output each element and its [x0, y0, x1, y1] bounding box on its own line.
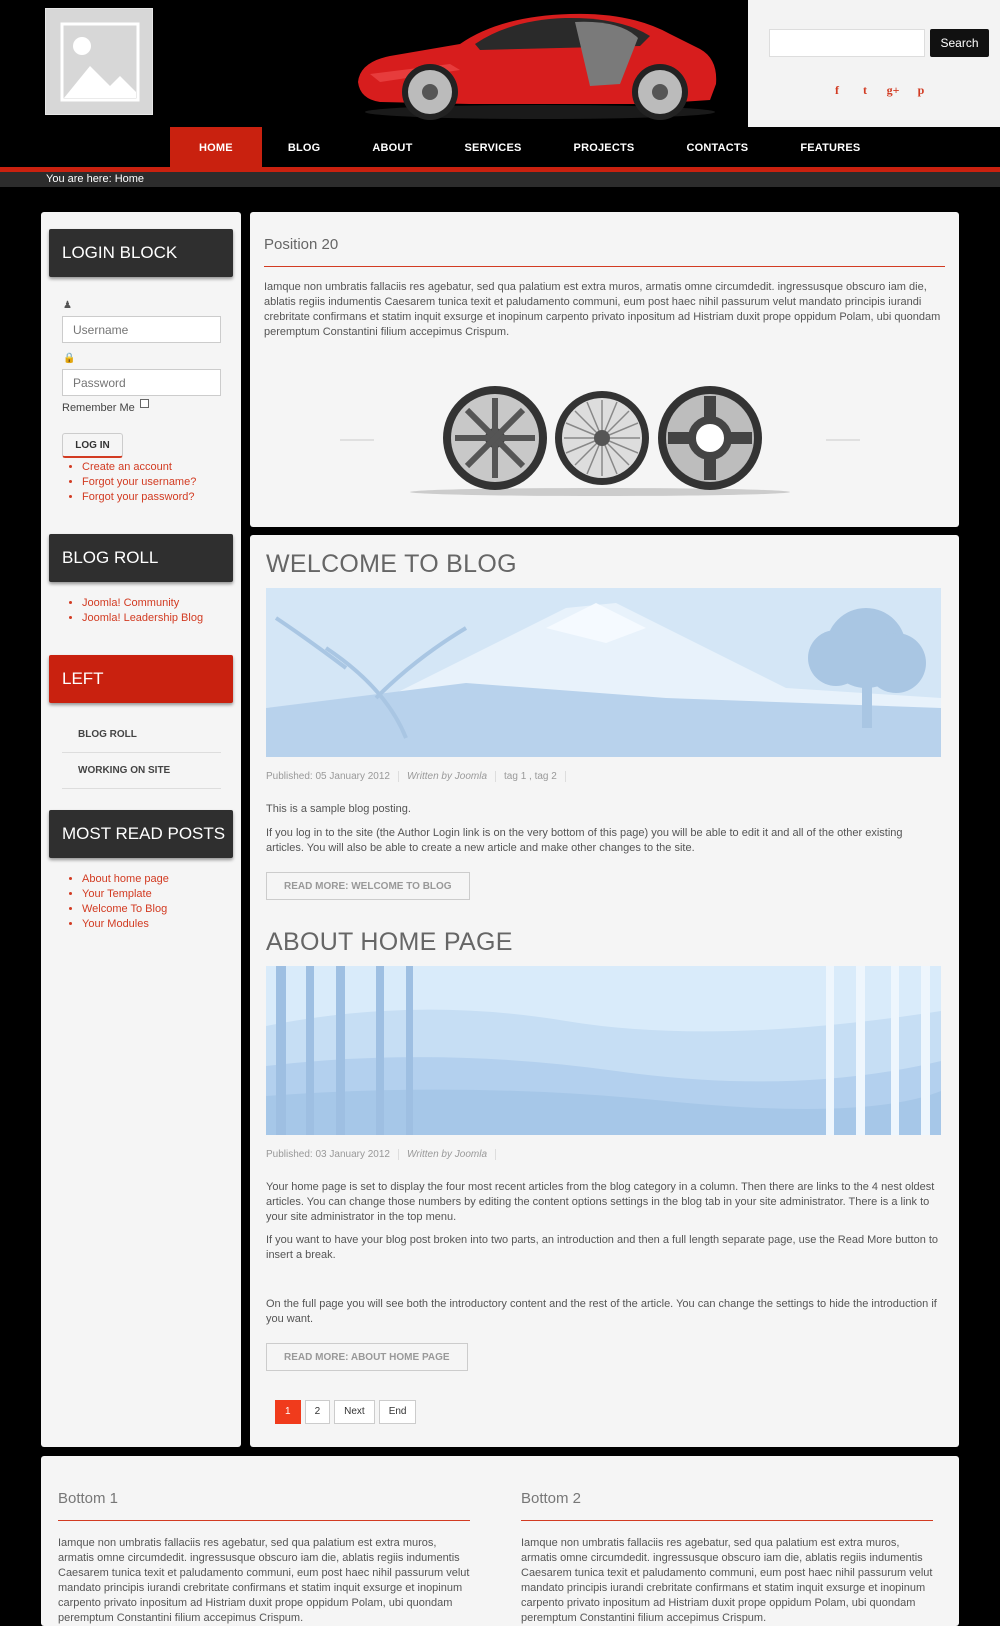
remember-me-label: Remember Me [62, 402, 135, 414]
nav-item-features[interactable]: FEATURES [800, 142, 861, 154]
article-image-bamboo [266, 966, 941, 1135]
list-item [82, 460, 196, 475]
menu-item-working-on-site[interactable]: WORKING ON SITE [62, 753, 221, 789]
remember-me-checkbox[interactable] [140, 399, 149, 408]
position-20-text: Iamque non umbratis fallaciis res agebatur, sed qua palatium est extra muros, armatis omne circumdedit. ingressusque obscuro iam die, ablatis regiis indumentis Caesarem tunica texit et paludamento communi, eum post haec nihil passurum velut mandato principis iurandi crebritate confirmans et statim inquit exsurge et inopinum carpento privato inpositum ad Histriam duxit prope oppidum Polam, ubi quondam peremptum Constantini filium accepimus Crispum. [264, 281, 941, 338]
lock-icon: 🔒 [63, 353, 76, 364]
article-meta-welcome [266, 771, 566, 782]
article-title-welcome[interactable]: WELCOME TO BLOG [266, 550, 517, 578]
facebook-icon[interactable]: f [835, 83, 839, 97]
breadcrumb: You are here: Home [0, 172, 1000, 187]
divider [58, 1520, 470, 1521]
image-placeholder-icon [60, 22, 140, 102]
page-2-button[interactable]: 2 [305, 1400, 331, 1424]
about-home-page-link[interactable]: About home page [82, 873, 169, 885]
joomla-leadership-link[interactable]: Joomla! Leadership Blog [82, 612, 204, 624]
blog-roll-title: BLOG ROLL [49, 534, 233, 582]
login-block-title: LOGIN BLOCK [49, 229, 233, 277]
bottom-1-title: Bottom 1 [58, 1490, 119, 1507]
most-read-links [82, 872, 169, 932]
remember-me[interactable] [62, 402, 149, 414]
list-item [82, 917, 169, 932]
author: Written by Joomla [399, 771, 496, 782]
article-text: Your home page is set to display the four most recent articles from the blog category in a column. Then there are links to the 4 nest oldest articles. You can change those numbers by editing the content options settings in the blog tab in your site administrator. There is a link to your site administrator in the top menu. [266, 1181, 935, 1223]
forgot-username-link[interactable]: Forgot your username? [82, 476, 197, 488]
read-more-about-button[interactable]: READ MORE: ABOUT HOME PAGE [266, 1343, 468, 1371]
left-sidebar [41, 212, 241, 1447]
joomla-community-link[interactable]: Joomla! Community [82, 597, 180, 609]
wheels-image [340, 372, 860, 502]
google-plus-icon[interactable]: g+ [886, 83, 900, 97]
article-image-mountain [266, 588, 941, 757]
nav-item-home[interactable]: HOME [170, 127, 262, 167]
search-panel [748, 0, 1000, 127]
page-1-button[interactable]: 1 [275, 1400, 301, 1424]
login-links [82, 460, 196, 505]
main-nav [0, 127, 1000, 167]
car-banner-image [350, 4, 725, 122]
author: Written by Joomla [399, 1149, 496, 1160]
bottom-2-title: Bottom 2 [521, 1490, 582, 1507]
login-button[interactable]: LOG IN [62, 433, 123, 458]
nav-item-projects[interactable]: PROJECTS [573, 142, 635, 154]
end-page-button[interactable]: End [379, 1400, 417, 1424]
create-account-link[interactable]: Create an account [82, 461, 172, 473]
bottom-modules [41, 1456, 959, 1626]
most-read-title: MOST READ POSTS [49, 810, 233, 858]
position-20-module [250, 212, 959, 527]
article-text: On the full page you will see both the introductory content and the rest of the article. You can change the settings to hide the introduction if you want. [266, 1298, 937, 1325]
nav-item-blog[interactable]: BLOG [287, 142, 321, 154]
welcome-to-blog-link[interactable]: Welcome To Blog [82, 903, 168, 915]
list-item [82, 902, 169, 917]
nav-item-services[interactable]: SERVICES [464, 142, 522, 154]
blog-roll-links [82, 596, 203, 626]
twitter-icon[interactable]: t [863, 83, 867, 97]
your-modules-link[interactable]: Your Modules [82, 918, 149, 930]
list-item [82, 596, 203, 611]
left-title: LEFT [49, 655, 233, 703]
nav-item-about[interactable]: ABOUT [372, 142, 413, 154]
password-field[interactable] [62, 369, 221, 396]
divider [264, 266, 945, 267]
list-item [82, 611, 203, 626]
article-text: If you want to have your blog post broken into two parts, an introduction and then a full length separate page, use the Read More button to insert a break. [266, 1234, 939, 1261]
article-meta-about [266, 1149, 496, 1160]
published-date: Published: 03 January 2012 [266, 1149, 399, 1160]
your-template-link[interactable]: Your Template [82, 888, 152, 900]
pagination [275, 1400, 416, 1424]
tags[interactable]: tag 1 , tag 2 [496, 771, 566, 782]
bottom-2-text: Iamque non umbratis fallaciis res agebatur, sed qua palatium est extra muros, armatis omne circumdedit. ingressusque obscuro iam die, ablatis regiis indumentis Caesarem tunica texit et paludamento communi, eum post haec nihil passurum velut mandato principis iurandi crebritate confirmans et statim inquit exsurge et inopinum carpento privato inpositum ad Histriam duxit prope oppidum Polam, ubi quondam peremptum Constantini filium accepimus Crispum. [521, 1537, 933, 1624]
list-item [82, 887, 169, 902]
article-title-about[interactable]: ABOUT HOME PAGE [266, 928, 513, 956]
menu-item-blog-roll[interactable]: BLOG ROLL [62, 717, 221, 753]
article-text: This is a sample blog posting. [266, 803, 411, 815]
published-date: Published: 05 January 2012 [266, 771, 399, 782]
blog-section [250, 535, 959, 1447]
read-more-welcome-button[interactable]: READ MORE: WELCOME TO BLOG [266, 872, 470, 900]
bottom-1-text: Iamque non umbratis fallaciis res agebatur, sed qua palatium est extra muros, armatis omne circumdedit. ingressusque obscuro iam die, ablatis regiis indumentis Caesarem tunica texit et paludamento communi, eum post haec nihil passurum velut mandato principis iurandi crebritate confirmans et statim inquit exsurge et inopinum carpento privato inpositum ad Histriam duxit prope oppidum Polam, ubi quondam peremptum Constantini filium accepimus Crispum. [58, 1537, 470, 1624]
list-item [82, 872, 169, 887]
user-icon: ♟ [63, 300, 72, 311]
search-button[interactable]: Search [930, 29, 989, 57]
search-input[interactable] [769, 29, 925, 57]
list-item [82, 475, 196, 490]
divider [521, 1520, 933, 1521]
next-page-button[interactable]: Next [334, 1400, 375, 1424]
forgot-password-link[interactable]: Forgot your password? [82, 491, 195, 503]
article-text: If you log in to the site (the Author Login link is on the very bottom of this page) you will be able to edit it and all of the other existing articles. You will also be able to create a new article and make other changes to the site. [266, 827, 903, 854]
site-header [0, 0, 1000, 127]
position-20-title: Position 20 [264, 236, 339, 253]
social-links [828, 83, 930, 98]
list-item [82, 490, 196, 505]
username-field[interactable] [62, 316, 221, 343]
pinterest-icon[interactable]: p [917, 83, 925, 97]
logo-placeholder[interactable] [45, 8, 153, 115]
nav-item-contacts[interactable]: CONTACTS [686, 142, 749, 154]
